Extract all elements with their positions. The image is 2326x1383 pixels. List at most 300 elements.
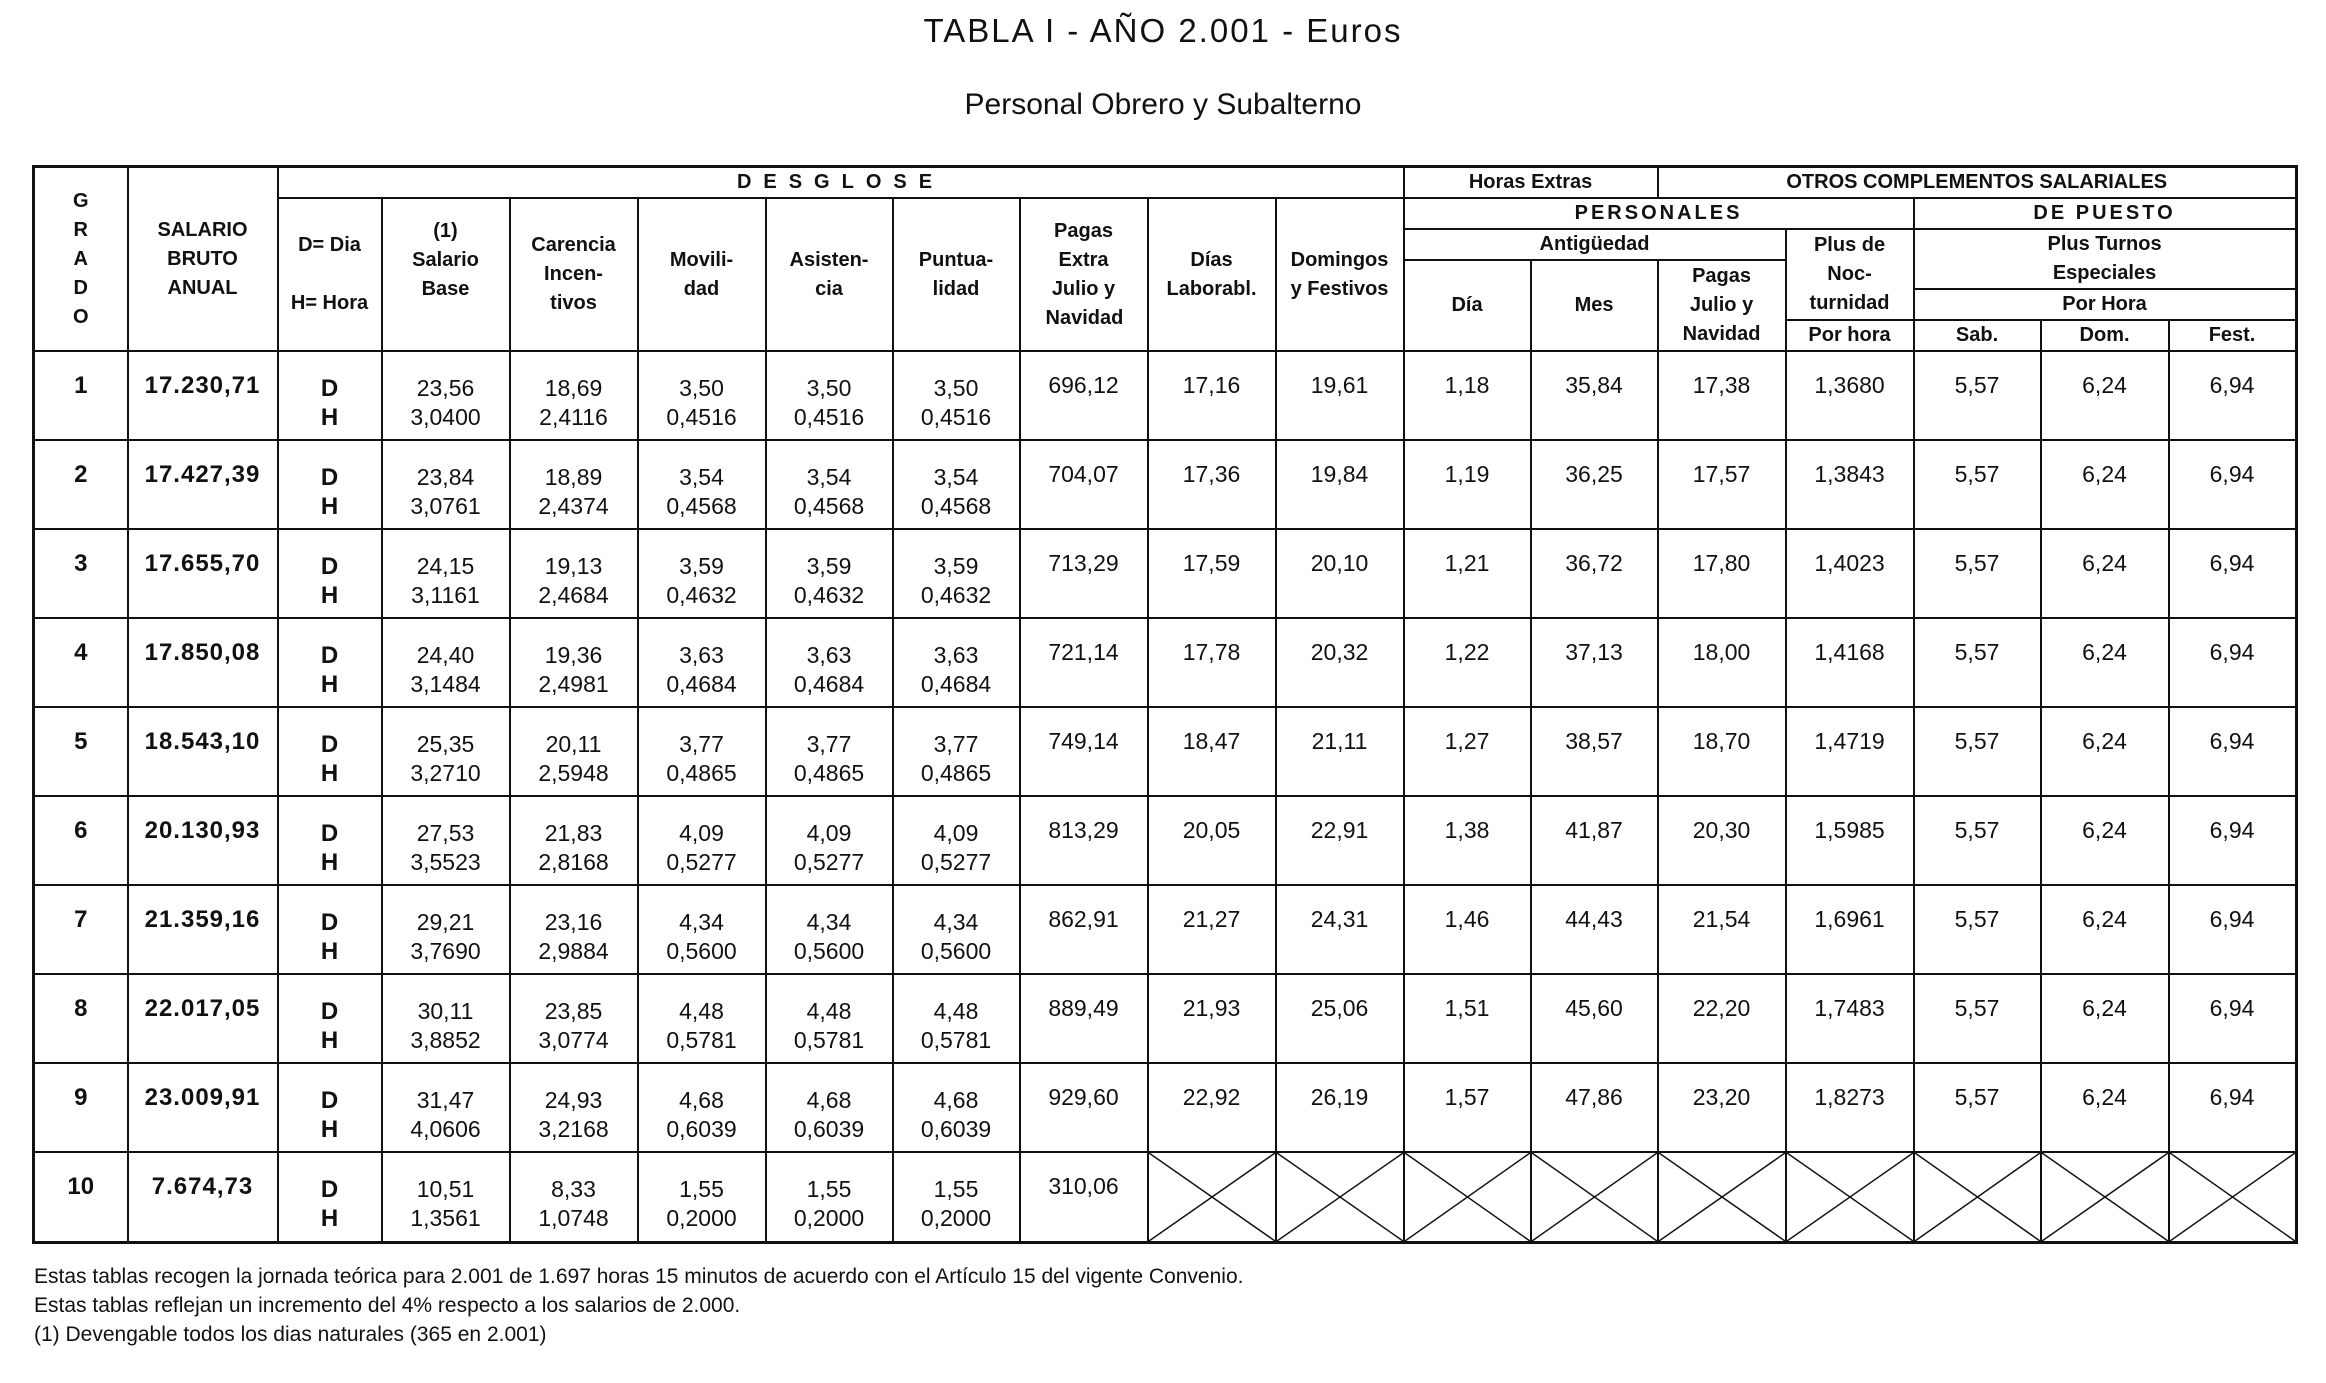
dh-cell: [278, 885, 382, 974]
sab-cell: 5,57: [1914, 618, 2041, 707]
cell-value: 0,4632: [920, 581, 992, 608]
footnote: Estas tablas reflejan un incremento del 4% respecto a los salarios de 2.000.: [34, 1294, 741, 1317]
nocturnidad-cell: 1,3843: [1786, 440, 1914, 529]
fest-cell: 6,94: [2169, 1063, 2296, 1152]
cell-value: 4,48: [806, 997, 852, 1024]
table-row: [34, 440, 2297, 529]
dom-cell: 6,24: [2041, 440, 2169, 529]
header-fest: Fest.: [2169, 320, 2296, 351]
cell-value: 2,4684: [538, 581, 609, 608]
cell-value: 1,55: [679, 1176, 724, 1202]
cell-value: 0,5781: [666, 1026, 737, 1053]
pagas-cell: 749,14: [1020, 707, 1148, 796]
ant-dia-cell: 1,51: [1404, 974, 1531, 1063]
ant-mes-cell: 38,57: [1531, 707, 1658, 796]
cell-value: H: [320, 848, 339, 876]
cell-value: 0,5277: [666, 848, 737, 875]
cell-value: 0,4516: [920, 403, 992, 430]
pagas-cell: 696,12: [1020, 351, 1148, 440]
cell-value: 27,53: [416, 819, 475, 846]
cell-value: 3,2710: [410, 759, 481, 786]
cell-value: 1,55: [806, 1176, 852, 1202]
cell-value: 3,1161: [411, 581, 480, 608]
ant-dia-cell: 1,18: [1404, 351, 1531, 440]
grado-cell: 4: [34, 618, 128, 707]
carencia-cell: [510, 618, 638, 707]
header-antiguedad-dia: Día: [1404, 260, 1531, 351]
cross-mark: [1915, 1153, 2040, 1241]
cell-value: 0,5600: [920, 937, 992, 964]
fest-cell: 6,94: [2169, 796, 2296, 885]
cell-value: 0,4865: [793, 759, 865, 786]
cell-value: 3,63: [806, 641, 852, 668]
crossed-cell: [2169, 1152, 2296, 1243]
ant-pagas-cell: 17,57: [1658, 440, 1786, 529]
header-dh: D= Dia H= Hora: [278, 198, 382, 351]
carencia-cell: [510, 440, 638, 529]
sab-cell: 5,57: [1914, 1063, 2041, 1152]
dom-cell: 6,24: [2041, 796, 2169, 885]
dh-cell: [278, 618, 382, 707]
fest-cell: 6,94: [2169, 440, 2296, 529]
header-de-puesto: DE PUESTO: [1914, 198, 2296, 229]
cross-mark: [1277, 1153, 1403, 1241]
ant-dia-cell: 1,46: [1404, 885, 1531, 974]
ant-dia-cell: 1,21: [1404, 529, 1531, 618]
cell-value: 3,1484: [410, 670, 481, 697]
grado-cell: 10: [34, 1152, 128, 1243]
cell-value: 3,50: [679, 374, 724, 401]
pagas-cell: 704,07: [1020, 440, 1148, 529]
cell-value: 1,55: [933, 1176, 979, 1202]
cell-value: 4,34: [806, 908, 852, 935]
ant-mes-cell: 37,13: [1531, 618, 1658, 707]
nocturnidad-cell: 1,7483: [1786, 974, 1914, 1063]
cell-value: 0,6039: [793, 1115, 865, 1142]
cell-value: 3,59: [806, 552, 852, 579]
asistencia-cell: [766, 618, 893, 707]
ant-mes-cell: 41,87: [1531, 796, 1658, 885]
ant-mes-cell: 36,72: [1531, 529, 1658, 618]
cell-value: 0,2000: [666, 1205, 737, 1231]
table-body: [34, 351, 2297, 1243]
cell-value: 4,48: [679, 997, 724, 1024]
ant-mes-cell: 47,86: [1531, 1063, 1658, 1152]
header-antiguedad-pagas: Pagas Julio y Navidad: [1658, 260, 1786, 351]
base-cell: [382, 618, 510, 707]
ant-mes-cell: 45,60: [1531, 974, 1658, 1063]
ant-mes-cell: 35,84: [1531, 351, 1658, 440]
cell-value: 0,4684: [666, 670, 737, 697]
cell-value: 0,5277: [920, 848, 992, 875]
cell-value: H: [320, 1115, 339, 1143]
puntualidad-cell: [893, 529, 1020, 618]
cell-value: 19,36: [544, 641, 603, 668]
movilidad-cell: [638, 885, 766, 974]
fest-cell: 6,94: [2169, 529, 2296, 618]
he-laborables-cell: 17,36: [1148, 440, 1276, 529]
cell-value: 20,11: [545, 730, 602, 757]
he-laborables-cell: 21,93: [1148, 974, 1276, 1063]
he-festivos-cell: 22,91: [1276, 796, 1404, 885]
header-plus-nocturnidad: Plus de Noc- turnidad: [1786, 229, 1914, 320]
cell-value: 0,4516: [793, 403, 865, 430]
cross-mark: [1659, 1153, 1785, 1241]
cell-value: H: [320, 1205, 339, 1232]
cell-value: 0,4632: [666, 581, 737, 608]
header-antiguedad: Antigüedad: [1404, 229, 1786, 260]
cell-value: 2,5948: [538, 759, 609, 786]
salario-cell: 17.427,39: [128, 440, 278, 529]
cross-mark: [1149, 1153, 1275, 1241]
header-antiguedad-mes: Mes: [1531, 260, 1658, 351]
cell-value: D: [320, 908, 339, 936]
asistencia-cell: [766, 707, 893, 796]
cross-mark: [1787, 1153, 1913, 1241]
table-container: [32, 165, 2298, 1244]
cell-value: 3,59: [679, 552, 724, 579]
salario-cell: 21.359,16: [128, 885, 278, 974]
cell-value: H: [320, 937, 339, 965]
pagas-cell: 889,49: [1020, 974, 1148, 1063]
ant-dia-cell: 1,22: [1404, 618, 1531, 707]
pagas-cell: 813,29: [1020, 796, 1148, 885]
header-carencia: Carencia Incen- tivos: [510, 198, 638, 351]
table-row: [34, 885, 2297, 974]
crossed-cell: [1276, 1152, 1404, 1243]
sab-cell: 5,57: [1914, 351, 2041, 440]
cell-value: 0,5600: [793, 937, 865, 964]
cell-value: 0,5781: [793, 1026, 865, 1053]
movilidad-cell: [638, 1152, 766, 1243]
cell-value: H: [320, 759, 339, 787]
sab-cell: 5,57: [1914, 529, 2041, 618]
grado-cell: 7: [34, 885, 128, 974]
cell-value: 24,40: [416, 641, 475, 668]
puntualidad-cell: [893, 351, 1020, 440]
cell-value: 4,0606: [410, 1115, 481, 1142]
salario-cell: 17.655,70: [128, 529, 278, 618]
he-laborables-cell: 17,16: [1148, 351, 1276, 440]
salario-cell: 23.009,91: [128, 1063, 278, 1152]
cell-value: 0,4516: [666, 403, 737, 430]
nocturnidad-cell: 1,4023: [1786, 529, 1914, 618]
cell-value: 30,11: [417, 997, 474, 1024]
carencia-cell: [510, 796, 638, 885]
puntualidad-cell: [893, 618, 1020, 707]
he-festivos-cell: 26,19: [1276, 1063, 1404, 1152]
header-domingos-festivos: Domingos y Festivos: [1276, 198, 1404, 351]
header-personales: PERSONALES: [1404, 198, 1914, 229]
movilidad-cell: [638, 796, 766, 885]
cell-value: D: [320, 730, 339, 758]
cell-value: 3,0761: [410, 492, 481, 519]
ant-pagas-cell: 21,54: [1658, 885, 1786, 974]
asistencia-cell: [766, 351, 893, 440]
carencia-cell: [510, 1063, 638, 1152]
grado-cell: 3: [34, 529, 128, 618]
pagas-cell: 721,14: [1020, 618, 1148, 707]
asistencia-cell: [766, 885, 893, 974]
asistencia-cell: [766, 974, 893, 1063]
asistencia-cell: [766, 1063, 893, 1152]
table-row: [34, 1152, 2297, 1243]
puntualidad-cell: [893, 440, 1020, 529]
cell-value: D: [320, 463, 339, 491]
ant-mes-cell: 36,25: [1531, 440, 1658, 529]
cell-value: 0,6039: [920, 1115, 992, 1142]
cell-value: 3,63: [679, 641, 724, 668]
cell-value: D: [320, 1086, 339, 1114]
cell-value: 21,83: [544, 819, 603, 846]
dom-cell: 6,24: [2041, 1063, 2169, 1152]
he-festivos-cell: 25,06: [1276, 974, 1404, 1063]
header-grado: G R A D O: [34, 167, 128, 352]
cell-value: 0,2000: [920, 1205, 992, 1231]
cell-value: 31,47: [416, 1086, 475, 1113]
cell-value: 23,85: [544, 997, 603, 1024]
ant-pagas-cell: 18,00: [1658, 618, 1786, 707]
cell-value: 0,2000: [793, 1205, 865, 1231]
cell-value: 18,89: [544, 463, 603, 490]
cell-value: D: [320, 997, 339, 1025]
puntualidad-cell: [893, 796, 1020, 885]
cell-value: 3,54: [679, 463, 724, 490]
cell-value: 3,77: [806, 730, 852, 757]
pagas-cell: 929,60: [1020, 1063, 1148, 1152]
crossed-cell: [1404, 1152, 1531, 1243]
puntualidad-cell: [893, 885, 1020, 974]
salario-cell: 18.543,10: [128, 707, 278, 796]
cell-value: D: [320, 1176, 339, 1203]
crossed-cell: [1658, 1152, 1786, 1243]
header-plus-turnos: Plus Turnos Especiales: [1914, 229, 2296, 289]
grado-cell: 5: [34, 707, 128, 796]
dh-cell: [278, 440, 382, 529]
asistencia-cell: [766, 796, 893, 885]
cell-value: 4,48: [933, 997, 979, 1024]
dom-cell: 6,24: [2041, 885, 2169, 974]
movilidad-cell: [638, 707, 766, 796]
he-festivos-cell: 24,31: [1276, 885, 1404, 974]
asistencia-cell: [766, 529, 893, 618]
crossed-cell: [1531, 1152, 1658, 1243]
nocturnidad-cell: 1,3680: [1786, 351, 1914, 440]
he-laborables-cell: 22,92: [1148, 1063, 1276, 1152]
table-row: [34, 618, 2297, 707]
he-festivos-cell: 21,11: [1276, 707, 1404, 796]
header-salario-bruto: SALARIO BRUTO ANUAL: [128, 167, 278, 352]
crossed-cell: [1148, 1152, 1276, 1243]
cell-value: 2,9884: [538, 937, 609, 964]
base-cell: [382, 529, 510, 618]
table-row: [34, 351, 2297, 440]
sab-cell: 5,57: [1914, 796, 2041, 885]
he-laborables-cell: 20,05: [1148, 796, 1276, 885]
dh-cell: [278, 351, 382, 440]
cell-value: 3,7690: [410, 937, 481, 964]
dh-cell: [278, 1063, 382, 1152]
header-nocturnidad-por-hora: Por hora: [1786, 320, 1914, 351]
base-cell: [382, 351, 510, 440]
cell-value: 0,4568: [920, 492, 992, 519]
he-festivos-cell: 19,84: [1276, 440, 1404, 529]
base-cell: [382, 974, 510, 1063]
ant-pagas-cell: 20,30: [1658, 796, 1786, 885]
puntualidad-cell: [893, 707, 1020, 796]
movilidad-cell: [638, 618, 766, 707]
header-salario-base: (1) Salario Base: [382, 198, 510, 351]
pagas-cell: 713,29: [1020, 529, 1148, 618]
cell-value: 10,51: [416, 1176, 475, 1202]
footnote: (1) Devengable todos los dias naturales (365 en 2.001): [34, 1323, 547, 1346]
dom-cell: 6,24: [2041, 529, 2169, 618]
carencia-cell: [510, 707, 638, 796]
dom-cell: 6,24: [2041, 618, 2169, 707]
salario-cell: 20.130,93: [128, 796, 278, 885]
dh-cell: [278, 796, 382, 885]
page-subtitle: Personal Obrero y Subalterno: [964, 88, 1362, 121]
pagas-cell: 862,91: [1020, 885, 1148, 974]
fest-cell: 6,94: [2169, 351, 2296, 440]
carencia-cell: [510, 885, 638, 974]
carencia-cell: [510, 974, 638, 1063]
cell-value: 3,5523: [410, 848, 481, 875]
asistencia-cell: [766, 440, 893, 529]
cell-value: 4,09: [806, 819, 852, 846]
dh-cell: [278, 707, 382, 796]
carencia-cell: [510, 529, 638, 618]
cell-value: 4,34: [933, 908, 979, 935]
ant-pagas-cell: 22,20: [1658, 974, 1786, 1063]
he-festivos-cell: 20,10: [1276, 529, 1404, 618]
cell-value: H: [320, 581, 339, 609]
cell-value: 3,54: [933, 463, 979, 490]
sab-cell: 5,57: [1914, 974, 2041, 1063]
table-row: [34, 529, 2297, 618]
cell-value: 0,6039: [666, 1115, 737, 1142]
ant-pagas-cell: 18,70: [1658, 707, 1786, 796]
header-asistencia: Asisten- cia: [766, 198, 893, 351]
cell-value: 0,4865: [920, 759, 992, 786]
header-dom: Dom.: [2041, 320, 2169, 351]
cell-value: 0,5600: [666, 937, 737, 964]
header-pagas-extra: Pagas Extra Julio y Navidad: [1020, 198, 1148, 351]
cell-value: H: [320, 1026, 339, 1054]
cell-value: 3,54: [806, 463, 852, 490]
cell-value: 4,68: [933, 1086, 979, 1113]
he-laborables-cell: 17,78: [1148, 618, 1276, 707]
cell-value: 4,09: [679, 819, 724, 846]
cell-value: 3,50: [933, 374, 979, 401]
cell-value: 4,09: [933, 819, 979, 846]
header-sab: Sab.: [1914, 320, 2041, 351]
cell-value: 0,4568: [666, 492, 737, 519]
fest-cell: 6,94: [2169, 885, 2296, 974]
base-cell: [382, 885, 510, 974]
cell-value: 2,4981: [538, 670, 609, 697]
puntualidad-cell: [893, 1063, 1020, 1152]
salario-cell: 17.850,08: [128, 618, 278, 707]
salary-table: [32, 165, 2298, 1244]
carencia-cell: [510, 351, 638, 440]
puntualidad-cell: [893, 1152, 1020, 1243]
cell-value: 18,69: [544, 374, 603, 401]
cell-value: 3,8852: [410, 1026, 481, 1053]
cell-value: D: [320, 819, 339, 847]
he-laborables-cell: 17,59: [1148, 529, 1276, 618]
cell-value: 0,4684: [920, 670, 992, 697]
carencia-cell: [510, 1152, 638, 1243]
header-dias-laborables: Días Laborabl.: [1148, 198, 1276, 351]
fest-cell: 6,94: [2169, 974, 2296, 1063]
cell-value: 3,59: [933, 552, 979, 579]
crossed-cell: [1914, 1152, 2041, 1243]
grado-cell: 6: [34, 796, 128, 885]
cross-mark: [1405, 1153, 1530, 1241]
cell-value: 24,15: [416, 552, 475, 579]
dh-cell: [278, 1152, 382, 1243]
base-cell: [382, 1063, 510, 1152]
ant-dia-cell: 1,38: [1404, 796, 1531, 885]
header-por-hora: Por Hora: [1914, 289, 2296, 320]
ant-pagas-cell: 23,20: [1658, 1063, 1786, 1152]
table-row: [34, 974, 2297, 1063]
grado-cell: 8: [34, 974, 128, 1063]
cell-value: 25,35: [416, 730, 475, 757]
cell-value: 8,33: [551, 1176, 596, 1202]
cell-value: 3,0774: [538, 1026, 609, 1053]
cell-value: 0,5277: [793, 848, 865, 875]
header-horas-extras: Horas Extras: [1404, 167, 1658, 199]
nocturnidad-cell: 1,4719: [1786, 707, 1914, 796]
cell-value: H: [320, 670, 339, 698]
nocturnidad-cell: 1,8273: [1786, 1063, 1914, 1152]
header-puntualidad: Puntua- lidad: [893, 198, 1020, 351]
cell-value: 29,21: [416, 908, 475, 935]
cell-value: H: [320, 492, 339, 520]
ant-dia-cell: 1,57: [1404, 1063, 1531, 1152]
cell-value: 19,13: [544, 552, 603, 579]
table-row: [34, 1063, 2297, 1152]
cell-value: 4,34: [679, 908, 724, 935]
movilidad-cell: [638, 974, 766, 1063]
nocturnidad-cell: 1,4168: [1786, 618, 1914, 707]
cell-value: 1,3561: [410, 1205, 481, 1231]
cell-value: 3,63: [933, 641, 979, 668]
base-cell: [382, 440, 510, 529]
cell-value: 4,68: [806, 1086, 852, 1113]
salario-cell: 22.017,05: [128, 974, 278, 1063]
movilidad-cell: [638, 440, 766, 529]
base-cell: [382, 1152, 510, 1243]
cell-value: 23,84: [416, 463, 475, 490]
movilidad-cell: [638, 351, 766, 440]
he-laborables-cell: 21,27: [1148, 885, 1276, 974]
sab-cell: 5,57: [1914, 440, 2041, 529]
cell-value: 0,4684: [793, 670, 865, 697]
table-row: [34, 707, 2297, 796]
header-movilidad: Movili- dad: [638, 198, 766, 351]
dh-cell: [278, 529, 382, 618]
cross-mark: [1532, 1153, 1657, 1241]
cell-value: 3,50: [806, 374, 852, 401]
pagas-cell: 310,06: [1020, 1152, 1148, 1243]
asistencia-cell: [766, 1152, 893, 1243]
cell-value: 0,5781: [920, 1026, 992, 1053]
footnote: Estas tablas recogen la jornada teórica para 2.001 de 1.697 horas 15 minutos de acuerdo con el Artículo 15 del vigente Convenio.: [34, 1265, 1244, 1288]
ant-dia-cell: 1,19: [1404, 440, 1531, 529]
